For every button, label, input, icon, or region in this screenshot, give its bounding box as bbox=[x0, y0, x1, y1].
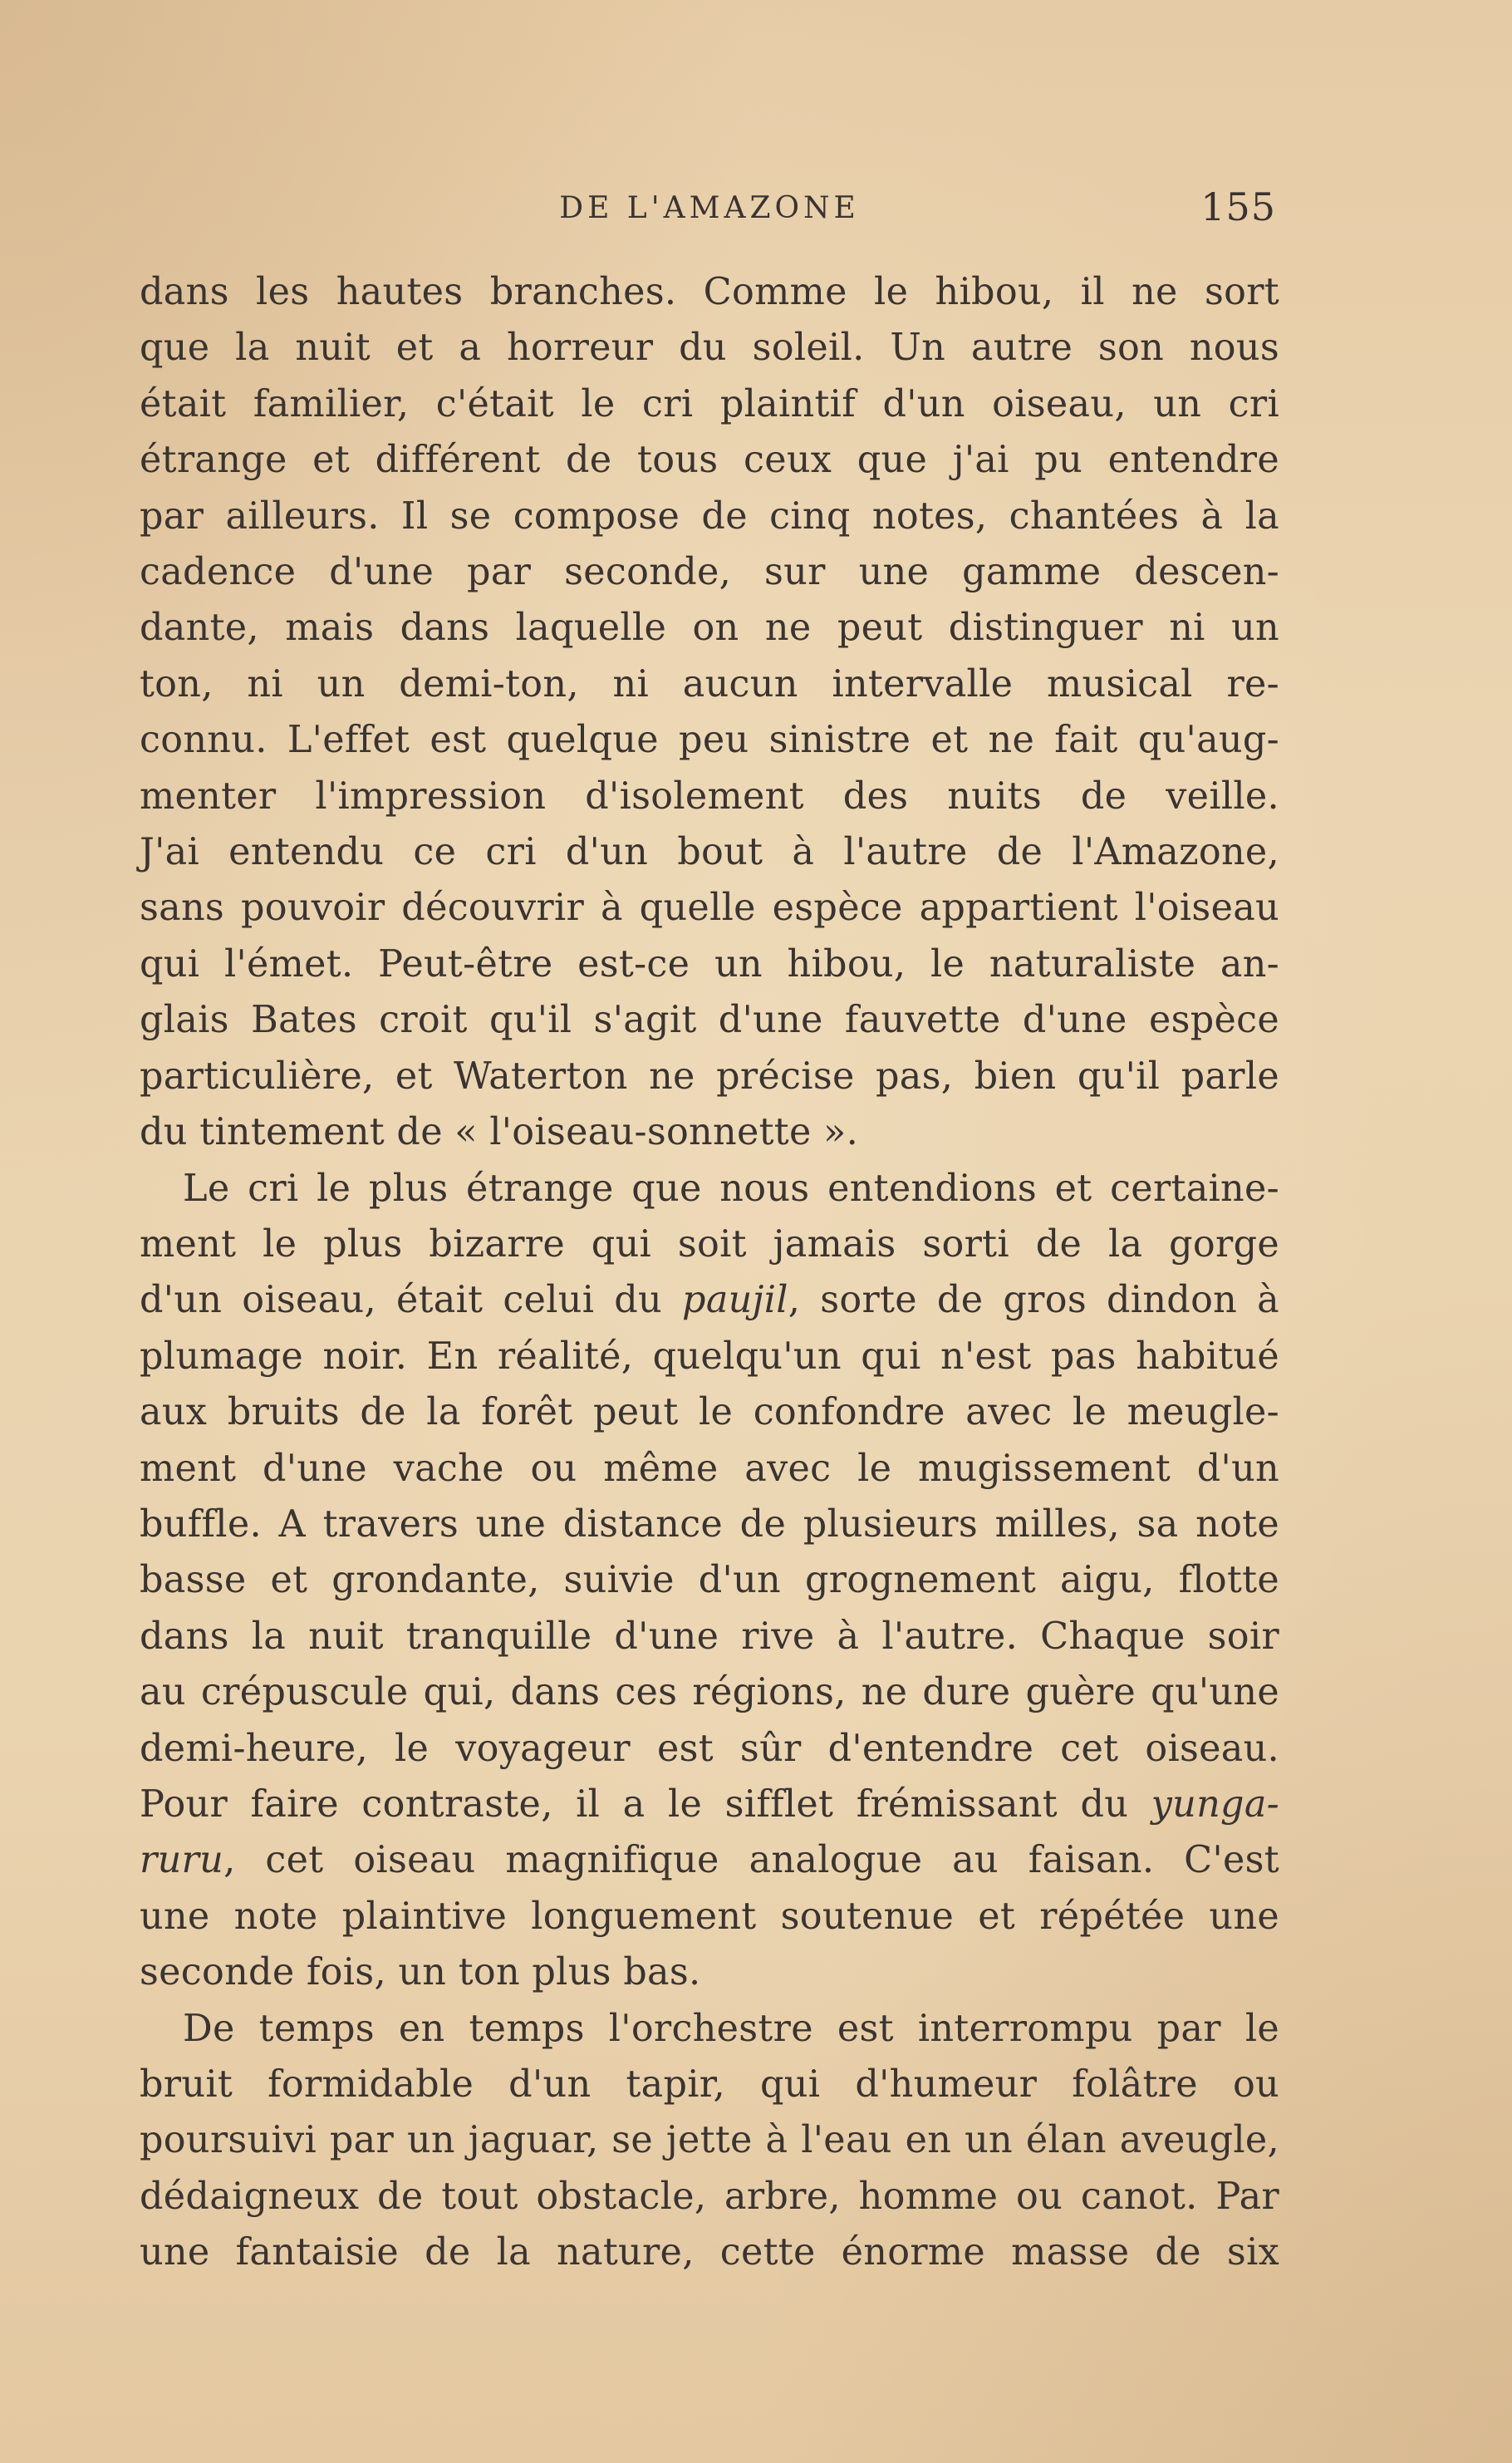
text-line: cadence d'une par seconde, sur une gamme descen- bbox=[140, 551, 1279, 594]
text-line: une note plaintive longuement soutenue et répétée une bbox=[140, 1895, 1279, 1938]
text-line: De temps en temps l'orchestre est interrompu par le bbox=[183, 2007, 1279, 2050]
text-line: bruit formidable d'un tapir, qui d'humeur folâtre ou bbox=[140, 2063, 1279, 2106]
text-line: Le cri le plus étrange que nous entendions et certaine- bbox=[183, 1167, 1279, 1210]
running-title: DE L'AMAZONE bbox=[559, 191, 860, 225]
text-line: Pour faire contraste, il a le sifflet frémissant du yunga- bbox=[140, 1782, 1279, 1826]
text-line: menter l'impression d'isolement des nuits de veille. bbox=[140, 774, 1279, 818]
paragraph bbox=[140, 2001, 1279, 2281]
text-line: connu. L'effet est quelque peu sinistre et ne fait qu'aug- bbox=[140, 719, 1279, 762]
text-line: sans pouvoir découvrir à quelle espèce appartient l'oiseau bbox=[140, 887, 1279, 930]
text-line: ment le plus bizarre qui soit jamais sorti de la gorge bbox=[140, 1222, 1279, 1266]
text-line: particulière, et Waterton ne précise pas, bien qu'il parle bbox=[140, 1055, 1279, 1098]
page-header bbox=[140, 184, 1279, 234]
text-line: que la nuit et a horreur du soleil. Un autre son nous bbox=[140, 327, 1279, 370]
italic-term: paujil bbox=[682, 1279, 788, 1322]
text-line: était familier, c'était le cri plaintif d'un oiseau, un cri bbox=[140, 382, 1279, 425]
text-line: étrange et différent de tous ceux que j'ai pu entendre bbox=[140, 439, 1279, 482]
text-line: dans la nuit tranquille d'une rive à l'autre. Chaque soir bbox=[140, 1615, 1279, 1658]
text-line: buffle. A travers une distance de plusieurs milles, sa note bbox=[140, 1502, 1279, 1546]
text-line: au crépuscule qui, dans ces régions, ne dure guère qu'une bbox=[140, 1671, 1279, 1714]
text-line: basse et grondante, suivie d'un grognement aigu, flotte bbox=[140, 1559, 1279, 1602]
text-line: ruru, cet oiseau magnifique analogue au faisan. C'est bbox=[140, 1839, 1279, 1882]
text-line: dans les hautes branches. Comme le hibou, il ne sort bbox=[140, 271, 1279, 313]
text-line: par ailleurs. Il se compose de cinq notes, chantées à la bbox=[140, 494, 1279, 538]
text-line: ton, ni un demi-ton, ni aucun intervalle musical re- bbox=[140, 662, 1279, 705]
text-line: du tintement de « l'oiseau-sonnette ». bbox=[140, 1111, 859, 1154]
text-line: plumage noir. En réalité, quelqu'un qui n'est pas habitué bbox=[140, 1335, 1279, 1378]
text-line: ment d'une vache ou même avec le mugissement d'un bbox=[140, 1447, 1279, 1490]
paragraph bbox=[140, 1161, 1279, 2001]
text-line: J'ai entendu ce cri d'un bout à l'autre de l'Amazone, bbox=[140, 831, 1279, 874]
text-line: qui l'émet. Peut-être est-ce un hibou, le naturaliste an- bbox=[140, 942, 1279, 986]
text-line: une fantaisie de la nature, cette énorme masse de six bbox=[140, 2231, 1279, 2274]
text-line: dante, mais dans laquelle on ne peut distinguer ni un bbox=[140, 607, 1279, 650]
text-line: poursuivi par un jaguar, se jette à l'eau en un élan aveugle, bbox=[140, 2119, 1279, 2162]
text-line: aux bruits de la forêt peut le confondre avec le meugle- bbox=[140, 1391, 1279, 1434]
italic-term: ruru bbox=[140, 1839, 224, 1882]
text-line: d'un oiseau, était celui du paujil, sorte de gros dindon à bbox=[140, 1279, 1279, 1322]
text-line: seconde fois, un ton plus bas. bbox=[140, 1951, 701, 1994]
paragraph bbox=[140, 264, 1279, 1161]
text-line: glais Bates croit qu'il s'agit d'une fauvette d'une espèce bbox=[140, 999, 1279, 1042]
italic-term: yunga- bbox=[1151, 1782, 1279, 1826]
text-line: dédaigneux de tout obstacle, arbre, homme ou canot. Par bbox=[140, 2175, 1279, 2218]
text-line: demi-heure, le voyageur est sûr d'entendre cet oiseau. bbox=[140, 1727, 1279, 1770]
body-text bbox=[140, 264, 1279, 2281]
page-number: 155 bbox=[1200, 184, 1276, 229]
